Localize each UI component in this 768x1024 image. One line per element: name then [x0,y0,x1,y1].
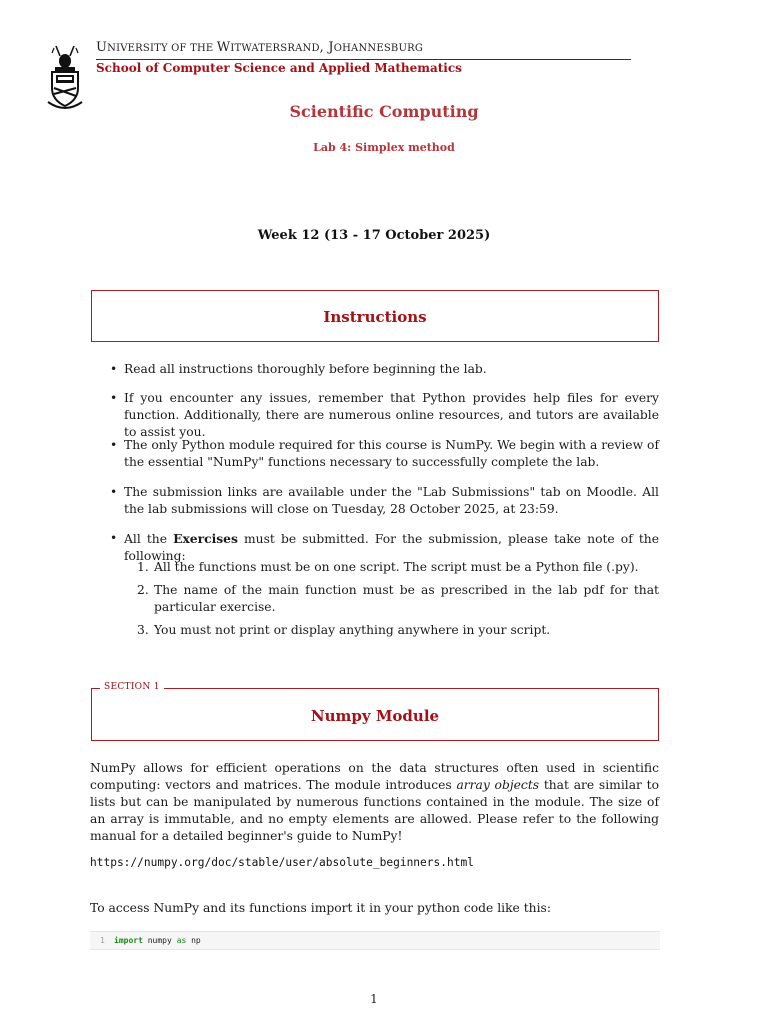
list-item: • Read all instructions thoroughly before beginning the lab. [110,362,487,376]
bullet-icon: • [110,531,118,545]
bullet-icon: • [110,391,118,405]
bullet-icon: • [110,438,118,452]
numpy-manual-url: https://numpy.org/doc/stable/user/absolute_beginners.html [90,856,474,869]
exercises-emphasis: Exercises [173,531,238,546]
numbered-item: 2. The name of the main function must be as prescribed in the lab pdf for that particular exercise. [137,583,659,614]
access-instruction: To access NumPy and its functions import it in your python code like this: [90,901,551,915]
numbered-item: 3. You must not print or display anything anywhere in your script. [137,623,551,637]
bullet-icon: • [110,485,118,499]
bullet-icon: • [110,362,118,376]
list-item: • The submission links are available under the "Lab Submissions" tab on Moodle. All the lab submissions will close on Tuesday, 28 October 2025, at 23:59. [110,485,659,516]
section-label: SECTION 1 [100,682,164,692]
page-number: 1 [370,992,378,1006]
code-line-number: 1 [100,936,105,945]
numbered-item: 1. All the functions must be on one script. The script must be a Python file (.py). [137,560,639,574]
list-item: • The only Python module required for this course is NumPy. We begin with a review of the essential "NumPy" functions necessary to successfully complete the lab. [110,438,659,469]
document-subtitle: Lab 4: Simplex method [313,141,455,154]
code-block [90,931,660,950]
week-heading: Week 12 (13 - 17 October 2025) [257,228,491,243]
section-paragraph: NumPy allows for efficient operations on the data structures often used in scientific computing: vectors and matrices. The module introduces array objects that are similar to lists but can be manipulated by numerous functions contained in the module. The size of an array is immutable, and no empty elements are allowed. Please refer to the following manual for a detailed beginner's guide to NumPy! [90,761,659,843]
list-item: • If you encounter any issues, remember that Python provides help files for every function. Additionally, there are numerous online resources, and tutors are available to assist you. [110,391,659,439]
document-title: Scientific Computing [289,102,479,121]
section-title: Numpy Module [310,707,440,725]
code-line: import numpy as np [114,936,201,945]
section-box [91,688,659,741]
university-crest-logo [46,44,84,110]
header-rule [96,59,631,60]
university-name: UNIVERSITY OF THE WITWATERSRAND, JOHANNESBURG [96,40,424,55]
array-objects-emphasis: array objects [456,778,540,792]
instructions-box [91,290,659,342]
list-item: • All the Exercises must be submitted. For the submission, please take note of the following: [110,531,659,563]
instructions-title: Instructions [323,308,427,326]
school-name: School of Computer Science and Applied Mathematics [96,61,462,75]
